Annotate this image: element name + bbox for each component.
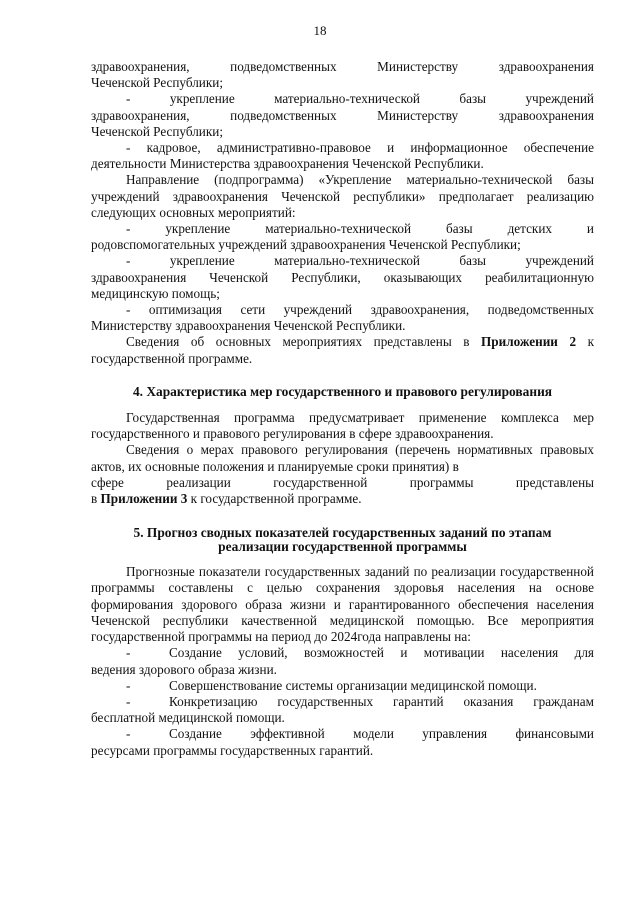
- list-item-continuation: родовспомогательных учреждений здравоохранения Чеченской Республики;: [91, 237, 521, 253]
- paragraph-line: сфере реализации государственной программы представлены: [91, 474, 594, 490]
- section-heading: 5. Прогноз сводных показателей государственных заданий по этапам реализации государственной программы: [133, 525, 552, 555]
- paragraph: Чеченской Республики;: [91, 75, 223, 91]
- appendix-link-text: Приложении 3: [100, 491, 188, 507]
- appendix-reference: в Приложении 3 к государственной программе.: [91, 491, 362, 507]
- paragraph: Сведения о мерах правового регулирования (перечень нормативных правовых актов, их основные положения и планируемые сроки принятия) в: [91, 442, 594, 474]
- list-item-continuation: Чеченской Республики;: [91, 123, 223, 139]
- bullet-list: [91, 645, 594, 758]
- page-number: 18: [313, 23, 327, 38]
- list-item: - Создание условий, возможностей и мотивации населения для ведения здорового образа жизни.: [91, 645, 594, 677]
- paragraph: Прогнозные показатели государственных заданий по реализации государственной программы составлены с целью сохранения здоровья населения на основе формирования здорового образа жизни и гарантированного обеспечения населения Чеченской республики качественной медицинской помощью. Все мероприятия государственной программы на период до 2024года направлены на:: [91, 564, 594, 645]
- list-item: - Совершенствование системы организации медицинской помощи.: [126, 677, 537, 693]
- list-item: - оптимизация сети учреждений здравоохранения, подведомственных Министерству здравоохранения Чеченской Республики.: [91, 302, 594, 334]
- list-item: - укрепление материально-технической базы учреждений: [126, 253, 594, 269]
- list-item: - кадровое, административно-правовое и информационное обеспечение деятельности Министерства здравоохранения Чеченской Республики.: [91, 140, 594, 172]
- list-item-continuation: здравоохранения, подведомственных Министерству здравоохранения: [91, 107, 594, 123]
- list-item: - Конкретизацию государственных гарантий оказания гражданам бесплатной медицинской помощи.: [91, 693, 594, 726]
- list-item: - Создание эффективной модели управления финансовыми ресурсами программы государственных гарантий.: [91, 726, 594, 758]
- list-item: - укрепление материально-технической базы детских и: [126, 221, 594, 237]
- page-body: [91, 59, 594, 759]
- paragraph: здравоохранения, подведомственных Министерству здравоохранения: [91, 59, 594, 74]
- paragraph: Государственная программа предусматривает применение комплекса мер государственного и правового регулирования в сфере здравоохранения.: [91, 410, 594, 442]
- list-item: - укрепление материально-технической базы учреждений: [126, 91, 594, 107]
- appendix-reference: Сведения об основных мероприятиях представлены в Приложении 2 к государственной программе.: [91, 334, 594, 366]
- list-item-continuation: здравоохранения Чеченской Республики, оказывающих реабилитационную медицинскую помощь;: [91, 269, 594, 301]
- section-heading: 4. Характеристика мер государственного и правового регулирования: [132, 383, 553, 399]
- appendix-link-text: Приложении 2: [481, 334, 577, 350]
- paragraph: Направление (подпрограмма) «Укрепление материально-технической базы учреждений здравоохранения Чеченской республики» предполагает реализацию следующих основных мероприятий:: [91, 172, 594, 220]
